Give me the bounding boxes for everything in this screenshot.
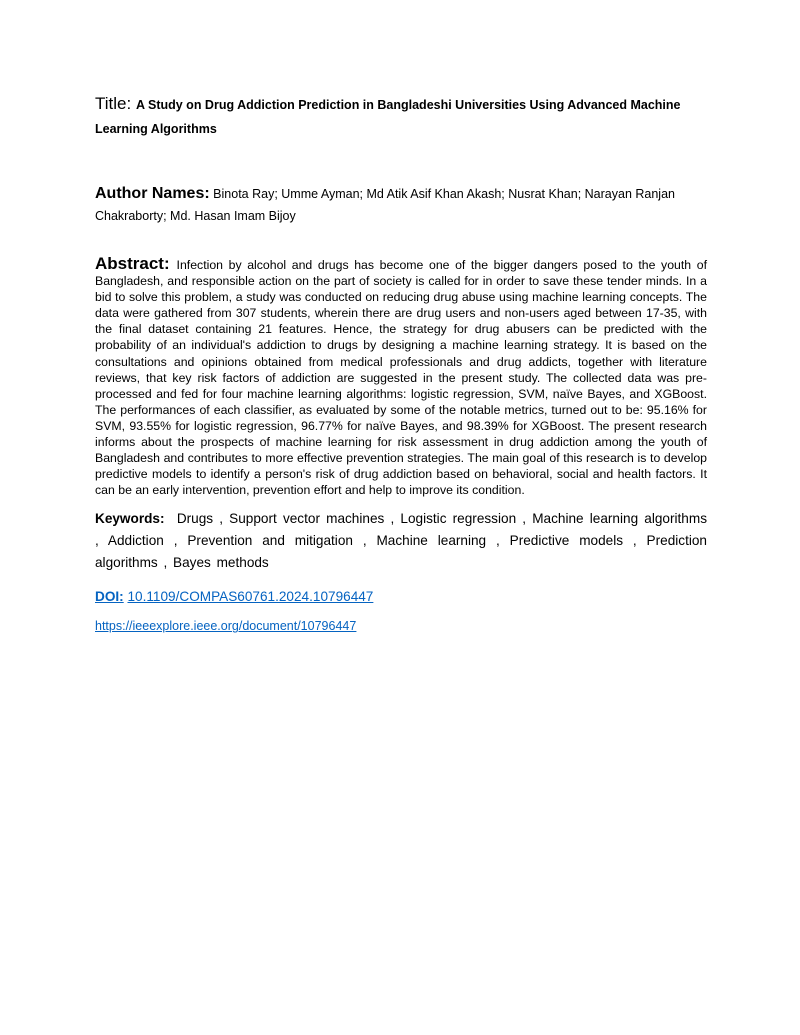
url-section: [95, 617, 707, 635]
author-names: Binota Ray; Umme Ayman; Md Atik Asif Khan Akash; Nusrat Khan; Narayan Ranjan Chakraborty; Md. Hasan Imam Bijoy: [95, 187, 675, 223]
title-section: [95, 92, 707, 141]
keywords-text: Drugs , Support vector machines , Logistic regression , Machine learning algorithms , Addiction , Prevention and mitigation , Machine learning , Predictive models , Prediction algorithms , Bayes methods: [95, 511, 707, 571]
abstract-text: Infection by alcohol and drugs has become one of the bigger dangers posed to the youth of Bangladesh, and responsible action on the part of society is called for in order to save these tender minds. In a bid to solve this problem, a study was conducted on reducing drug abuse using machine learning concepts. The data were gathered from 307 students, wherein there are drug users and non-users aged between 17-35, with the final dataset containing 21 features. Hence, the strategy for drug abusers can be predicted with the probability of an individual's addiction to drugs by designing a machine learning strategy. It is based on the consultations and opinions obtained from medical professionals and drug addicts, together with literature reviews, that key risk factors of addiction are suggested in the present study. The collected data was pre-processed and fed for four machine learning algorithms: logistic regression, SVM, naïve Bayes, and XGBoost. The performances of each classifier, as evaluated by some of the notable metrics, turned out to be: 95.16% for SVM, 93.55% for logistic regression, 96.77% for naïve Bayes, and 98.39% for XGBoost. The present research informs about the prospects of machine learning for risk assessment in drug addiction among the youth of Bangladesh and contributes to more effective prevention strategies. The main goal of this research is to develop predictive models to identify a person's risk of drug addiction based on behavioral, social and health factors. It can be an early intervention, prevention effort and help to improve its condition.: [95, 258, 707, 498]
authors-label: Author Names:: [95, 185, 210, 202]
doi-link[interactable]: 10.1109/COMPAS60761.2024.10796447: [127, 589, 374, 605]
abstract-colon: :: [163, 254, 177, 273]
abstract-label: Abstract: [95, 254, 164, 273]
ieee-url-link[interactable]: https://ieeexplore.ieee.org/document/10796447: [95, 619, 357, 634]
keywords-label: Keywords:: [95, 511, 165, 527]
paper-title: A Study on Drug Addiction Prediction in Bangladeshi Universities Using Advanced Machine Learning Algorithms: [95, 98, 681, 136]
doi-section: [95, 587, 707, 607]
title-label: Title: [95, 94, 127, 113]
doi-label: DOI:: [95, 589, 124, 605]
document-page: [95, 92, 707, 635]
authors-section: [95, 183, 707, 227]
keywords-section: [95, 508, 707, 574]
abstract-section: [95, 256, 707, 498]
title-colon: :: [126, 94, 136, 113]
